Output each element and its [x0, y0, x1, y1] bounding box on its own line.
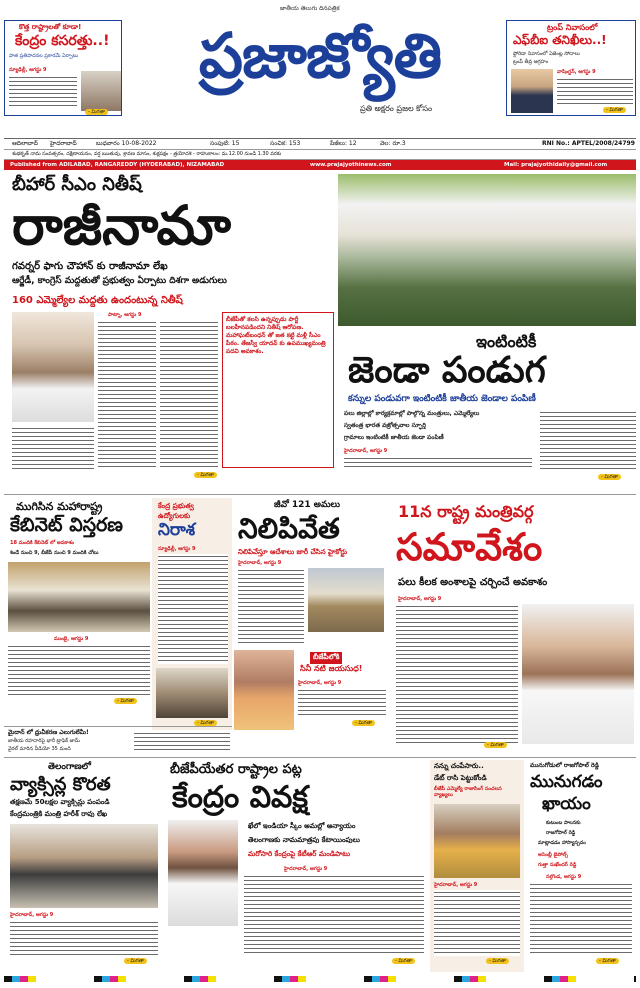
- jenda-body-right: [540, 410, 636, 470]
- jenda-byline: హైదరాబాద్, ఆగస్టు 9: [344, 448, 388, 454]
- vaccine-body: [10, 920, 158, 956]
- masthead-title: ప్రజాజ్యోతి: [198, 19, 442, 92]
- go121-headline: నిలిపివేత: [238, 512, 340, 545]
- cabinet-deck: పలు కీలక అంశాలపై చర్చించే అవకాశం: [398, 577, 548, 588]
- dateline-date: బుధవారం 10-08-2022: [96, 140, 157, 147]
- go121-kicker: జీవో 121 అమలు: [274, 500, 341, 510]
- left-teaser[interactable]: [4, 20, 122, 116]
- discrimination-body: [244, 874, 424, 956]
- dateline-issue: సంచిక: 153: [270, 140, 301, 147]
- go121-photo: [308, 568, 384, 632]
- munugodu-deck-5: గుత్తా సుఖేందర్ రెడ్డి: [538, 862, 577, 868]
- lead-kicker: బీహార్ సీఎం నితీష్: [12, 174, 142, 195]
- jenda-story[interactable]: [336, 172, 636, 492]
- right-teaser-byline: వాషింగ్టన్, ఆగస్టు 9: [557, 69, 596, 75]
- maharashtra-kicker: ముగిసిన మహారాష్ట్ర: [16, 500, 103, 513]
- lead-photo: [12, 312, 94, 422]
- maharashtra-story[interactable]: [4, 498, 150, 724]
- dateline-rni: RNI No.: APTEL/2008/24799: [542, 140, 635, 147]
- cabinet-byline: హైదరాబాద్, ఆగస్టు 9: [398, 596, 442, 602]
- right-teaser-bullet-2: ట్రంప్ తీవ్ర ఆగ్రహం: [513, 59, 549, 65]
- discrimination-photo: [168, 820, 238, 926]
- vaccine-byline: హైదరాబాద్, ఆగస్టు 9: [10, 912, 54, 918]
- central-employees-body: [158, 554, 228, 664]
- almanac: శుభకృత్ నామ సంవత్సరం, దక్షిణాయనం, వర్ష ఋతువు, శ్రావణ మాసం, శుక్లపక్షం - త్రయోదశి - రాహుకాలం: మ.12.00 నుండి 1.30 వరకు: [4, 149, 636, 160]
- cabinet-body: [396, 604, 518, 744]
- right-teaser-bullet-1: ఫ్లోరిడా నివాసంలో ఏజెంట్ల సోదాలు: [513, 51, 580, 57]
- left-teaser-kicker: కొత్త రాష్ట్రాలతో కూడా!: [19, 23, 82, 31]
- munugodu-kicker: మునుగోడులో రాజగోపాల్ రెడ్డి: [530, 762, 599, 769]
- publisher-mail[interactable]: Mail: prajajyothidaily@gmail.com: [504, 162, 608, 168]
- jayasudha-more[interactable]: - మిగతా: [352, 720, 375, 726]
- discrimination-more[interactable]: - మిగతా: [392, 958, 415, 964]
- cabinet-kicker: 11న రాష్ట్ర మంత్రివర్గ: [398, 502, 534, 521]
- jayasudha-body: [298, 688, 386, 718]
- vaccine-row-label: మైదాన్ లో ధ్రువీకరణ ఎలుగులేమీ!: [8, 729, 89, 736]
- munugodu-body: [530, 882, 632, 956]
- discrimination-byline: హైదరాబాద్, ఆగస్టు 9: [284, 866, 328, 872]
- maharashtra-headline: కేబినెట్ విస్తరణ: [10, 514, 123, 536]
- jenda-photo: [338, 174, 636, 326]
- dateline-edition: ఆదిలాబాద్: [12, 140, 38, 147]
- jenda-deck: కన్నుల పండువగా ఇంటింటికీ జాతీయ జెండాల పంపిణీ: [348, 394, 536, 404]
- munugodu-deck-3: మాట్లాడడం హాస్యాస్పదం: [538, 840, 586, 846]
- munugodu-deck-4: అసెంబ్లీ బైపోల్స్: [538, 852, 568, 858]
- publisher-bar: [4, 160, 636, 170]
- right-teaser-headline: ఎఫ్‌బీఐ తనిఖీలు..!: [513, 33, 607, 47]
- right-teaser[interactable]: [506, 20, 636, 116]
- munugodu-headline-1: మునుగడం: [530, 772, 603, 792]
- maharashtra-bullet-2: శిండే నుంచి 9, బీజేపీ నుంచి 9 మందికి చోటు: [10, 550, 99, 556]
- discrimination-headline: కేంద్రం వివక్ష: [172, 780, 309, 815]
- vaccine-story[interactable]: [4, 760, 162, 972]
- jenda-more[interactable]: - మిగతా: [598, 474, 621, 480]
- lead-deck-1: గవర్నర్ ఫాగు చౌహాన్ కు రాజీనామా లేఖ: [12, 261, 168, 272]
- divider-bottom: [4, 757, 636, 758]
- central-employees-more[interactable]: - మిగతా: [194, 720, 217, 726]
- lead-highlight-text: బీజేపీతో కలసి ఉన్నప్పుడు పార్టీ బలహీనపడిందని నితీష్ ఆరోపణ. మహాఘట్‌బంధన్ తో జత కట్టి మళ్లీ సీఎం పీఠం. తేజస్వీ యాదవ్ కు ఉపముఖ్యమంత్రి పదవి అవకాశం.: [226, 316, 326, 355]
- lead-byline: పాట్నా, ఆగస్టు 9: [108, 312, 142, 318]
- maharashtra-more[interactable]: - మిగతా: [114, 698, 137, 704]
- jayasudha-photo: [234, 650, 294, 730]
- lead-body-col-2: [160, 320, 218, 470]
- vaccine-more[interactable]: - మిగతా: [124, 958, 147, 964]
- maharashtra-byline: ముంబై, ఆగస్టు 9: [54, 636, 89, 642]
- maharashtra-photo: [8, 562, 150, 632]
- masthead: [0, 0, 640, 128]
- go121-byline: హైదరాబాద్, ఆగస్టు 9: [238, 560, 282, 566]
- munugodu-story[interactable]: [526, 760, 636, 972]
- dateline-price: వెల: రూ.3: [380, 140, 406, 147]
- left-teaser-more[interactable]: - మిగతా: [85, 109, 108, 115]
- left-teaser-headline: కేంద్రం కసరత్తు..!: [15, 33, 110, 49]
- jenda-bullet-2: స్వతంత్ర భారత వజ్రోత్సవాల స్ఫూర్తి: [344, 422, 426, 429]
- defamation-body: [434, 890, 520, 956]
- print-color-strip: [4, 976, 636, 982]
- cabinet-story[interactable]: [388, 498, 636, 756]
- jenda-bullet-3: గ్రామాలు ఇంటింటికీ జాతీయ జెండా పంపిణీ: [344, 434, 444, 441]
- central-employees-headline: నిరాశ: [158, 520, 196, 540]
- defamation-headline: డేట్ రాసి పెట్టుకోండి: [434, 774, 487, 782]
- right-teaser-photo: [511, 69, 553, 113]
- discrimination-kicker: బీజేపీయేతర రాష్ట్రాల పట్ల: [170, 762, 302, 777]
- lead-headline: రాజీనామా: [12, 194, 231, 257]
- vaccine-row-body: [134, 731, 230, 753]
- masthead-tagline: జాతీయ తెలుగు దినపత్రిక: [280, 5, 340, 12]
- munugodu-deck-2: రాజగోపాల్ రెడ్డి: [546, 830, 576, 836]
- jayasudha-headline: సినీ నటి జయసుధ!: [300, 664, 363, 673]
- vaccine-kicker: తెలంగాణలో: [48, 762, 91, 772]
- munugodu-headline-2: ఖాయం: [542, 794, 591, 814]
- right-teaser-more[interactable]: - మిగతా: [603, 107, 626, 113]
- go121-body: [238, 568, 304, 644]
- discrimination-deck-3: మరోసారి కేంద్రంపై కేటీఆర్ మండిపాటు: [248, 850, 351, 858]
- central-employees-photo: [156, 668, 228, 718]
- maharashtra-body: [8, 644, 150, 696]
- jenda-kicker: ఇంటింటికీ: [476, 332, 537, 351]
- jenda-bullet-1: పలు జిల్లాల్లో కార్యక్రమాల్లో పాల్గొన్న మంత్రులు, ఎమ్మెల్యేలు: [344, 410, 480, 417]
- central-employees-kicker: కేంద్ర ప్రభుత్వ ఉద్యోగులకు: [158, 502, 194, 520]
- masthead-slogan: ప్రతి అక్షరం ప్రజల కోసం: [360, 104, 433, 113]
- publisher-url[interactable]: www.prajajyothinews.com: [310, 162, 392, 168]
- defamation-kicker: నన్ను చంపేసారు..: [434, 762, 484, 770]
- vaccine-photo: [10, 824, 158, 908]
- publisher-left: Published from ADILABAD, RANGAREDDY (HYDERABAD), NIZAMABAD: [10, 162, 225, 168]
- maharashtra-bullet-1: 18 మందికి కేబినెట్ లో అవకాశం: [10, 540, 74, 546]
- defamation-more[interactable]: - మిగతా: [486, 958, 509, 964]
- cabinet-more[interactable]: - మిగతా: [484, 742, 507, 748]
- discrimination-deck-1: ఖేలో ఇండియా స్కీం అమల్లో అన్యాయం: [248, 822, 356, 830]
- cabinet-photo: [522, 604, 634, 744]
- lead-body-under-photo: [12, 426, 94, 470]
- vaccine-deck-1: తక్షణమే 50లక్షల వ్యాక్సిన్లు పంపండి: [10, 798, 110, 806]
- jayasudha-kicker: బీజేపీలోకి: [310, 652, 342, 664]
- left-teaser-sub: పాత ప్రతిపాదనల ప్రకారమే ఏర్పాటు: [9, 53, 79, 59]
- vaccine-row-line-1: జాతీయ రహదారిపై భారీ ట్రాఫిక్ జామ్: [8, 738, 80, 744]
- go121-deck: నిలిపివేస్తూ ఆదేశాలు జారీ చేసిన హైకోర్టు: [238, 548, 348, 556]
- dateline-city: హైదరాబాద్: [50, 140, 77, 147]
- left-teaser-body: [9, 75, 77, 107]
- lead-more[interactable]: - మిగతా: [194, 472, 217, 478]
- left-teaser-byline: న్యూఢిల్లీ, ఆగస్టు 9: [9, 67, 47, 73]
- right-teaser-kicker: ట్రంప్ నివాసంలో: [547, 23, 598, 32]
- lead-story[interactable]: [4, 172, 334, 492]
- lead-deck-2: ఆర్జేడీ, కాంగ్రెస్ మద్దతుతో ప్రభుత్వం ఏర్పాటు దిశగా అడుగులు: [12, 276, 227, 286]
- jayasudha-story[interactable]: [234, 650, 386, 730]
- jenda-body: [344, 456, 532, 470]
- discrimination-story[interactable]: [164, 760, 428, 972]
- lead-highlight-box: [222, 312, 334, 468]
- go121-story[interactable]: [234, 498, 386, 648]
- munugodu-deck-1: కుటుంబ పాలనకు: [546, 820, 581, 826]
- cabinet-headline: సమావేశం: [396, 525, 543, 569]
- lead-body-col-1: [98, 320, 156, 470]
- jenda-headline: జెండా పండుగ: [348, 350, 546, 391]
- defamation-photo: [434, 804, 520, 878]
- vaccine-row-line-2: వైరల్ మారిన వీడియో 35 మంది: [8, 746, 71, 752]
- vaccine-deck-2: కేంద్రమంత్రికి మంత్రి హరీశ్ రావు లేఖ: [10, 810, 108, 818]
- vaccine-headline: వ్యాక్సిన్ల కొరత: [10, 774, 111, 795]
- left-teaser-photo: [81, 71, 121, 111]
- dateline-volume: సంపుటి: 15: [210, 140, 240, 147]
- defamation-story[interactable]: [430, 760, 524, 972]
- dateline: [4, 138, 636, 148]
- munugodu-byline: నల్గొండ, ఆగస్టు 9: [546, 874, 582, 880]
- discrimination-deck-2: తెలంగాణకు నామమాత్రపు కేటాయింపులు: [248, 836, 360, 844]
- lead-deck-3: 160 ఎమ్మెల్యేల మద్దతు ఉందంటున్న నితీష్: [12, 295, 183, 306]
- defamation-sub: బీజేపీ ఎమ్మెల్యే రాజాసింగ్ సంచలన వ్యాఖ్యలు: [434, 786, 502, 798]
- right-teaser-body: [557, 77, 633, 105]
- central-employees-story[interactable]: [152, 498, 232, 730]
- defamation-byline: హైదరాబాద్, ఆగస్టు 9: [434, 882, 478, 888]
- central-employees-byline: న్యూఢిల్లీ, ఆగస్టు 9: [158, 546, 196, 552]
- dateline-pages: పేజీలు: 12: [330, 140, 357, 147]
- jayasudha-byline: హైదరాబాద్, ఆగస్టు 9: [298, 680, 342, 686]
- vaccine-row-strip: [4, 726, 232, 756]
- divider-top: [4, 494, 636, 495]
- munugodu-more[interactable]: - మిగతా: [596, 958, 619, 964]
